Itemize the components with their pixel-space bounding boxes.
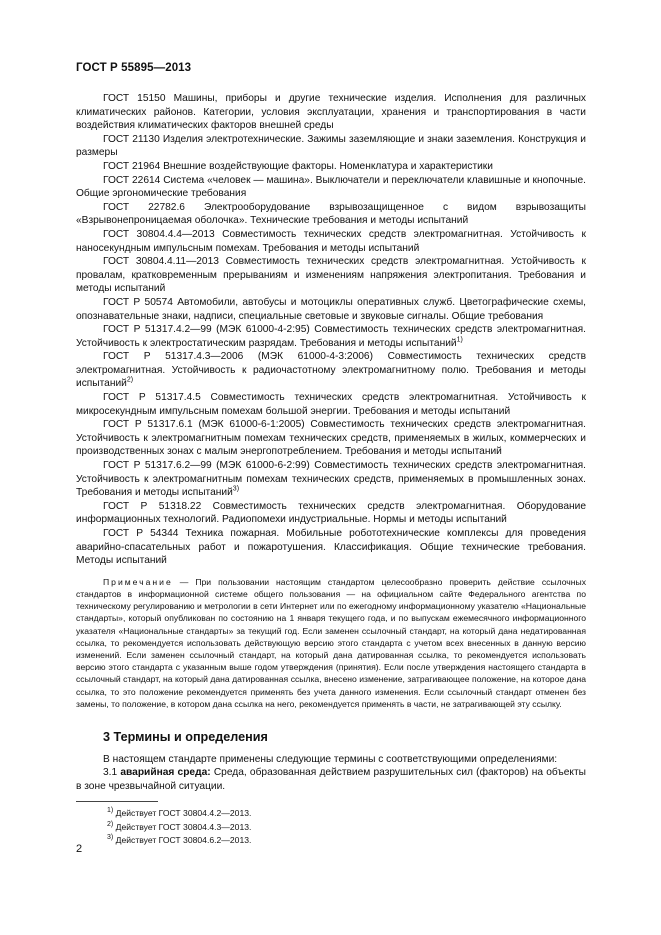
footnote-ref[interactable]: 1) [456,336,463,344]
footnote-mark: 1) [107,807,114,815]
reference-item: ГОСТ Р 51317.6.1 (МЭК 61000-6-1:2005) Совместимость технических средств электромагнитная. Устойчивость к электромагнитным помехам технических средств, применяемых в жилых, коммерческих и производственных зонах с малым энергопотреблением. Требования и методы испытаний [76,419,586,458]
section-intro: В настоящем стандарте применены следующие термины с соответствующими определениями: [103,753,558,765]
note-text: — При пользовании настоящим стандартом целесообразно проверить действие ссылочных стандартов в информационной системе общего пользования — на официальном сайте Федерального агентства по техническому регулированию и метрологии в сети Интернет или по ежегодному информационному указателю «Национальные стандарты», который опубликован по состоянию на 1 января текущего года, и по выпускам ежемесячного информационного указателя «Национальные стандарты» за текущий год. Если заменен ссылочный стандарт, на который дана недатированная ссылка, то рекомендуется использовать действующую версию этого стандарта с учетом всех внесенных в данную версию изменений. Если заменен ссылочный стандарт, на который дана датированная ссылка, то рекомендуется использовать версию этого стандарта с указанным выше годом утверждения (принятия). Если после утверждения настоящего стандарта в ссылочный стандарт, на который дана датированная ссылка, внесено изменение, затрагивающее положение, на которое дана ссылка, то это положение рекомендуется применять без учета данного изменения. Если ссылочный стандарт отменен без замены, то положение, в котором дана ссылка на него, рекомендуется применять в части, не затрагивающей эту ссылку. [76,576,586,709]
reference-item: ГОСТ Р 50574 Автомобили, автобусы и мотоциклы оперативных служб. Цветографические схемы, опознавательные знаки, надписи, специальные световые и звуковые сигналы. Общие требования [76,296,586,322]
term-name: аварийная среда: [120,767,211,779]
footnote-item: $^{1)}$ Действует ГОСТ 30804.4.2—2013. [107,807,252,819]
reference-item: ГОСТ 30804.4.4—2013 Совместимость технических средств электромагнитная. Устойчивость к наносекундным импульсным помехам. Требования и методы испытаний [76,228,586,254]
footnote-ref[interactable]: 3) [232,485,240,493]
reference-item: ГОСТ 22614 Система «человек — машина». Выключатели и переключатели клавишные и кнопочные. Общие эргономические требования [76,174,586,200]
footnote-item: $^{3)}$ Действует ГОСТ 30804.6.2—2013. [107,834,252,846]
reference-item: ГОСТ 22782.6 Электрооборудование взрывозащищенное с видом взрывозащиты «Взрывонепроницаемая оболочка». Технические требования и методы испытаний [76,201,586,227]
section-title: 3 Термины и определения [103,730,268,745]
footnote-item: $^{2)}$ Действует ГОСТ 30804.4.3—2013. [107,820,252,832]
page-number: 2 [76,843,83,855]
reference-item: ГОСТ Р 51317.4.3—2006 (МЭК 61000-4-3:2006) Совместимость технических средств электромагнитная. Устойчивость к радиочастотному электромагнитному полю. Требования и методы испытаний$^{2)}$ [76,351,586,390]
reference-item: ГОСТ Р 51317.4.5 Совместимость технических средств электромагнитная. Устойчивость к микросекундным импульсным помехам большой энергии. Требования и методы испытаний [76,392,586,417]
document-header: ГОСТ Р 55895—2013 [76,62,192,74]
footnote-divider [76,801,158,802]
term-definition [76,766,586,793]
reference-list [76,92,586,568]
reference-item: ГОСТ Р 51318.22 Совместимость технических средств электромагнитная. Оборудование информационных технологий. Радиопомехи индустриальные. Нормы и методы испытаний [76,500,586,526]
footnote-list [76,807,586,847]
term-number: 3.1 [103,767,121,779]
reference-item: ГОСТ Р 54344 Техника пожарная. Мобильные робототехнические комплексы для проведения аварийно-спасательных работ и пожаротушения. Классификация. Общие технические требования. Методы испытаний [76,528,586,567]
reference-item: ГОСТ Р 51317.4.2—99 (МЭК 61000-4-2:95) Совместимость технических средств электромагнитная. Устойчивость к электростатическим разрядам. Требования и методы испытаний$^{1)}$ [76,324,586,349]
reference-item: ГОСТ Р 51317.6.2—99 (МЭК 61000-6-2:99) Совместимость технических средств электромагнитная. Устойчивость к электромагнитным помехам технических средств, применяемых в промышленных зонах. Требования и методы испытаний$^{3)}$ [76,460,586,499]
reference-item: ГОСТ 30804.4.11—2013 Совместимость технических средств электромагнитная. Устойчивость к провалам, кратковременным прерываниям и изменениям напряжения электропитания. Требования и методы испытаний [76,256,586,295]
footnote-mark: 2) [107,820,114,828]
footnote-ref[interactable]: 2) [126,377,134,385]
footnote-mark: 3) [107,834,114,842]
term-text: Среда, образованная действием разрушительных сил (факторов) на объекты в зоне чрезвычайной ситуации. [76,767,586,792]
reference-note [76,576,586,710]
document-body [76,92,586,848]
reference-item: ГОСТ 15150 Машины, приборы и другие технические изделия. Исполнения для различных климатических районов. Категории, условия эксплуатации, хранения и транспортирования в части воздействия климатических факторов внешней среды [76,93,586,132]
reference-item: ГОСТ 21964 Внешние воздействующие факторы. Номенклатура и характеристики [103,160,493,172]
reference-item: ГОСТ 21130 Изделия электротехнические. Зажимы заземляющие и знаки заземления. Конструкция и размеры [76,133,586,159]
note-label: Примечание [103,576,173,587]
